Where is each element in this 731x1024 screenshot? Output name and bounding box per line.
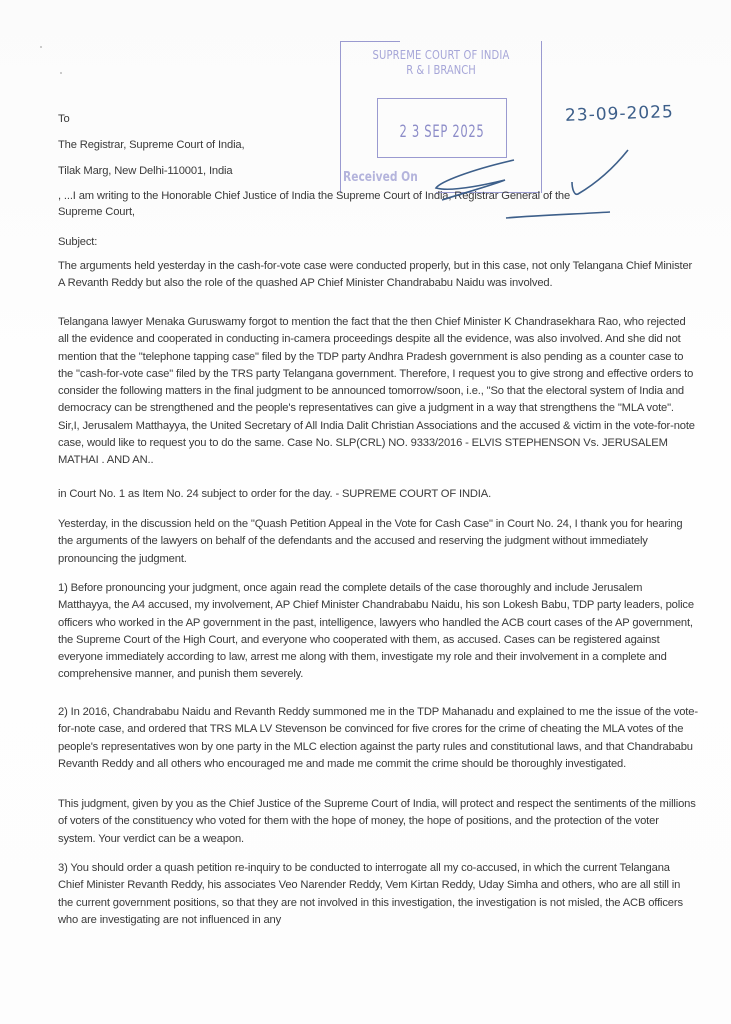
scan-speck — [60, 72, 62, 74]
paragraph: This judgment, given by you as the Chief Justice of the Supreme Court of India, will protect and respect the sentiments of the millions of voters of the constituency who voted for them with the hope of money, the hope of positions, and the protection of the voter system. Your verdict can be a weapon. — [58, 798, 696, 845]
addressee-line: , ...I am writing to the Honorable Chief Justice of India the Supreme Court of India, Registrar General of the — [58, 190, 571, 202]
paragraph: in Court No. 1 as Item No. 24 subject to order for the day. - SUPREME COURT OF INDIA. — [58, 488, 492, 500]
paragraph: Telangana lawyer Menaka Guruswamy forgot to mention the fact that the then Chief Minister K Chandrasekhara Rao, who rejected all the evidence and cooperated in conducting in-camera proceedings despite all the evidence, was also involved. And she did not mention that the "telephone tapping case" filed by the TDP party Andhra Pradesh government is also pending as a counter case to the "cash-for-vote case" filed by the TRS party Telangana government. Therefore, I request you to give strong and effective orders to consider the following matters in the final judgment to be announced tomorrow/soon, i.e., "So that the electoral system of India and democracy can be strengthened and the people's representatives can give a judgment in a way that strengthens the "MLA vote". Sir,I, Jerusalem Matthayya, the United Secretary of All India Dalit Christian Associations and the accused & victim in the vote-for-note case, would like to request you to do the same. Case No. SLP(CRL) NO. 9333/2016 - ELVIS STEPHENSON Vs. JERUSALEM MATHAI . AND AN.. — [58, 316, 695, 467]
paragraph: The arguments held yesterday in the cash-for-vote case were conducted properly, but in this case, not only Telangana Chief Minister A Revanth Reddy but also the role of the quashed AP Chief Minister Chandrababu Naidu was involved. — [58, 260, 693, 290]
underline-mark — [506, 212, 610, 218]
paragraph-item-2: 2) In 2016, Chandrababu Naidu and Revanth Reddy summoned me in the TDP Mahanadu and explained to me the issue of the vote-for-note case, and ordered that TRS MLA LV Stevenson be convinced for five crores for the crime of cheating the MLA votes of the people's representatives won by one party in the MLC election against the party rules and constitutional laws, and that Chandrababu Revanth Reddy and all others who encouraged me and made me commit the crime should be thoroughly investigated. — [58, 706, 698, 770]
paragraph-item-3: 3) You should order a quash petition re-inquiry to be conducted to interrogate all my co-accused, in which the current Telangana Chief Minister Revanth Reddy, his associates Veo Narender Reddy, Vem Kirtan Reddy, Uday Simha and others, who are all still in the current government positions, so that they are not involved in this investigation, the investigation is not misled, the ACB officers who are investigating are not influenced in any — [58, 862, 683, 926]
subject-label: Subject: — [58, 236, 98, 248]
stamp-received-label: Received On — [343, 170, 418, 185]
scan-speck — [40, 46, 42, 48]
stamp-title: SUPREME COURT OF INDIA — [372, 47, 510, 62]
checkmark-icon — [572, 150, 628, 194]
address-line: The Registrar, Supreme Court of India, — [58, 139, 245, 151]
paragraph: Yesterday, in the discussion held on the "Quash Petition Appeal in the Vote for Cash Case" in Court No. 24, I thank you for hearing the arguments of the lawyers on behalf of the defendants and the accused and reserving the judgment without immediately pronouncing the judgment. — [58, 518, 683, 565]
paragraph-item-1: 1) Before pronouncing your judgment, once again read the complete details of the case thoroughly and include Jerusalem Matthayya, the A4 accused, my involvement, AP Chief Minister Chandrababu Naidu, his son Lokesh Babu, TDP party leaders, police officers who worked in the AP government in the past, intelligence, lawyers who handled the ACB court cases of the AP government, the Supreme Court of the High Court, and everyone who cooperated with them, as accused. Cases can be registered against everyone immediately according to law, arrest me along with them, investigate my role and their involvement in a complete and comprehensive manner, and punish them severely. — [58, 582, 694, 681]
handwritten-date: 23-09-2025 — [564, 102, 675, 126]
address-line: Tilak Marg, New Delhi-110001, India — [58, 165, 233, 177]
addressee-line: Supreme Court, — [58, 206, 135, 218]
stamp-date: 2 3 SEP 2025 — [399, 122, 485, 142]
salutation: To — [58, 113, 70, 125]
stamp-branch: R & I BRANCH — [406, 62, 476, 77]
